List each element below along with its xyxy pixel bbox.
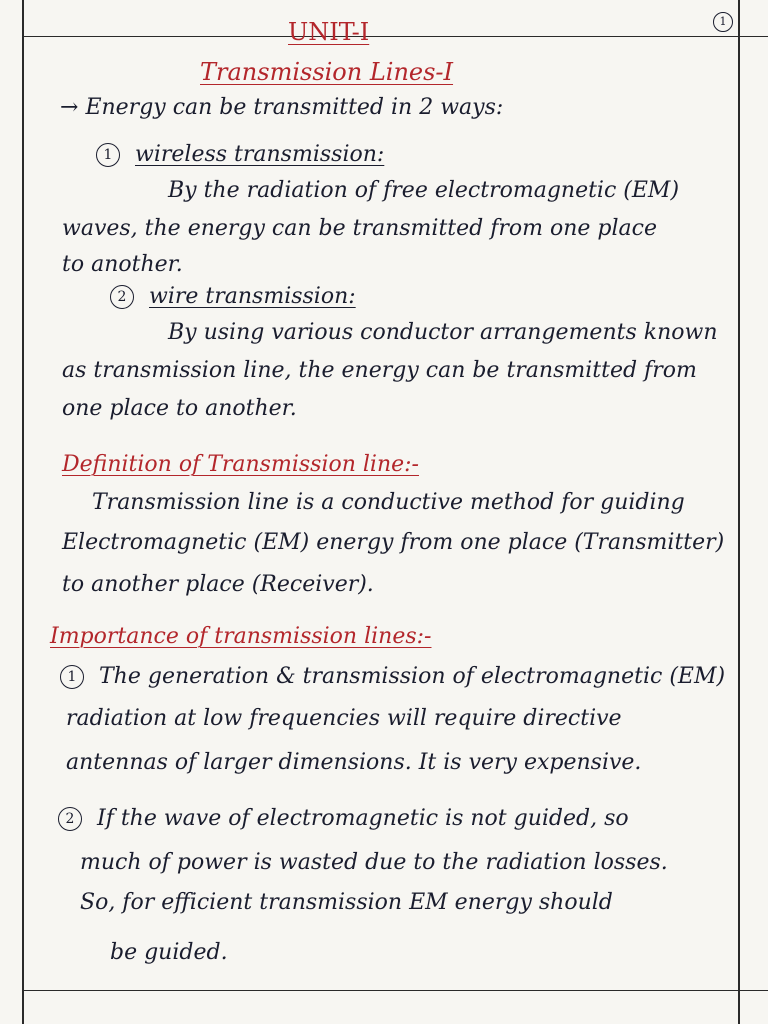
wireless-line-1: By the radiation of free electromagnetic (EM) [168, 178, 680, 203]
definition-line-2: Electromagnetic (EM) energy from one place (Transmitter) [62, 530, 725, 555]
wireless-line-3: to another. [62, 252, 183, 277]
number-circle-2-icon: 2 [110, 285, 134, 309]
wireless-heading: wireless transmission: [135, 142, 385, 167]
wire-heading-row [110, 284, 356, 310]
intro-line [60, 95, 503, 121]
topic-title: Transmission Lines-I [200, 58, 454, 86]
bottom-rule-line [22, 990, 768, 991]
number-circle-1-icon: 1 [60, 665, 84, 689]
importance-point-1-line-1 [60, 664, 725, 690]
wire-line-1: By using various conductor arrangements known [168, 320, 718, 345]
wire-heading: wire transmission: [149, 284, 356, 309]
left-margin-line [22, 0, 24, 1024]
intro-text: Energy can be transmitted in 2 ways: [85, 95, 504, 120]
wire-line-2: as transmission line, the energy can be transmitted from [62, 358, 697, 383]
definition-line-3: to another place (Receiver). [62, 572, 374, 597]
arrow-icon: → [60, 95, 79, 120]
importance-point-2-text-1: If the wave of electromagnetic is not guided, so [97, 806, 629, 831]
page-number: 1 [713, 12, 733, 32]
definition-line-1: Transmission line is a conductive method for guiding [92, 490, 685, 515]
top-rule-line [22, 36, 768, 37]
importance-point-2-line-2: much of power is wasted due to the radiation losses. [80, 850, 668, 875]
importance-point-2-line-3: So, for efficient transmission EM energy should [80, 890, 613, 915]
number-circle-2-icon: 2 [58, 807, 82, 831]
wireless-line-2: waves, the energy can be transmitted from one place [62, 216, 657, 241]
importance-point-2-line-1 [58, 806, 629, 832]
unit-title: UNIT-I [288, 18, 370, 46]
definition-heading: Definition of Transmission line:- [62, 452, 419, 477]
importance-point-1-text-1: The generation & transmission of electromagnetic (EM) [99, 664, 726, 689]
right-margin-line [738, 0, 740, 1024]
wire-line-3: one place to another. [62, 396, 297, 421]
wireless-heading-row [96, 142, 384, 168]
importance-point-1-line-3: antennas of larger dimensions. It is very expensive. [66, 750, 642, 775]
importance-heading: Importance of transmission lines:- [50, 624, 432, 649]
number-circle-1-icon: 1 [96, 143, 120, 167]
importance-point-1-line-2: radiation at low frequencies will require directive [66, 706, 622, 731]
importance-point-2-line-4: be guided. [110, 940, 228, 965]
